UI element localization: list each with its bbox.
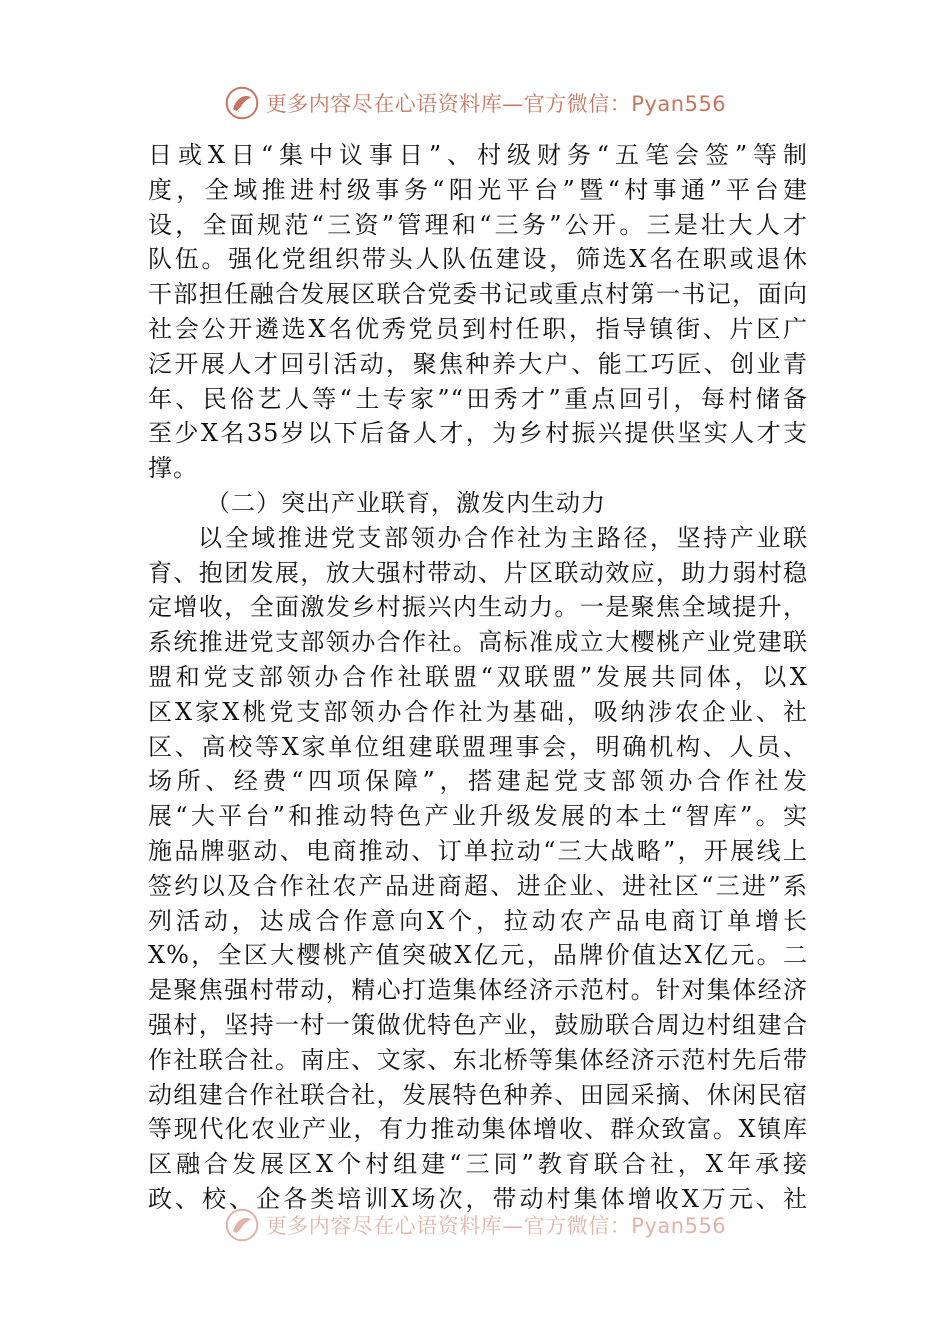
watermark-header	[0, 82, 950, 124]
watermark-text: 更多内容尽在心语资料库—官方微信：Pyan556	[265, 1214, 727, 1238]
text-line: 育、抱团发展，放大强村带动、片区联动效应，助力弱村稳	[148, 558, 808, 587]
text-line: 签约以及合作社农产品进商超、进企业、进社区“三进”系	[148, 871, 808, 900]
text-line: 等现代化农业产业，有力推动集体增收、群众致富。X镇库	[148, 1115, 808, 1144]
text-line: 年、民俗艺人等“土专家”“田秀才”重点回引，每村储备	[148, 384, 808, 413]
text-line: X%，全区大樱桃产值突破X亿元，品牌价值达X亿元。二	[148, 941, 808, 970]
text-line: 作社联合社。南庄、文家、东北桥等集体经济示范村先后带	[148, 1045, 808, 1074]
text-line: 干部担任融合发展区联合党委书记或重点村第一书记，面向	[148, 280, 808, 309]
text-line: 强村，坚持一村一策做优特色产业，鼓励联合周边村组建合	[148, 1010, 808, 1039]
text-line: 场所、经费“四项保障”，搭建起党支部领办合作社发	[148, 767, 808, 796]
text-line: 至少X名35岁以下后备人才，为乡村振兴提供坚实人才支	[148, 419, 808, 448]
text-line: 社会公开遴选X名优秀党员到村任职，指导镇街、片区广	[148, 314, 808, 343]
text-line: 政、校、企各类培训X场次，带动村集体增收X万元、社	[148, 1184, 808, 1213]
text-line: 度，全域推进村级事务“阳光平台”暨“村事通”平台建	[148, 175, 808, 204]
text-line: 以全域推进党支部领办合作社为主路径，坚持产业联	[198, 523, 808, 552]
text-line: 是聚焦强村带动，精心打造集体经济示范村。针对集体经济	[148, 976, 808, 1005]
text-line: 区融合发展区X个村组建“三同”教育联合社，X年承接	[148, 1150, 808, 1179]
text-line: 展“大平台”和推动特色产业升级发展的本土“智库”。实	[148, 802, 808, 831]
text-line: 队伍。强化党组织带头人队伍建设，筛选X名在职或退休	[148, 245, 808, 274]
text-line: 列活动，达成合作意向X个，拉动农产品电商订单增长	[148, 906, 808, 935]
text-line: 施品牌驱动、电商推动、订单拉动“三大战略”，开展线上	[148, 836, 808, 865]
text-line: 区X家X桃党支部领办合作社为基础，吸纳涉农企业、社	[148, 697, 808, 726]
watermark-logo-icon	[224, 85, 260, 121]
text-line: 泛开展人才回引活动，聚焦种养大户、能工巧匠、创业青	[148, 349, 808, 378]
text-line: 区、高校等X家单位组建联盟理事会，明确机构、人员、	[148, 732, 808, 761]
section-heading: （二）突出产业联育，激发内生动力	[206, 488, 606, 517]
text-line: 定增收，全面激发乡村振兴内生动力。一是聚焦全域提升，	[148, 593, 808, 622]
document-body	[148, 138, 808, 1217]
text-line: 动组建合作社联合社，发展特色种养、田园采摘、休闲民宿	[148, 1080, 808, 1109]
watermark-logo-icon	[224, 1207, 260, 1243]
watermark-text: 更多内容尽在心语资料库—官方微信：Pyan556	[265, 92, 727, 116]
text-line: 设，全面规范“三资”管理和“三务”公开。三是壮大人才	[148, 210, 808, 239]
watermark-footer	[0, 1204, 950, 1246]
text-line: 盟和党支部领办合作社联盟“双联盟”发展共同体，以X	[148, 662, 808, 691]
text-line: 日或X日“集中议事日”、村级财务“五笔会签”等制	[148, 141, 808, 169]
text-line: 系统推进党支部领办合作社。高标准成立大樱桃产业党建联	[148, 628, 808, 657]
text-line: 撑。	[148, 454, 198, 483]
